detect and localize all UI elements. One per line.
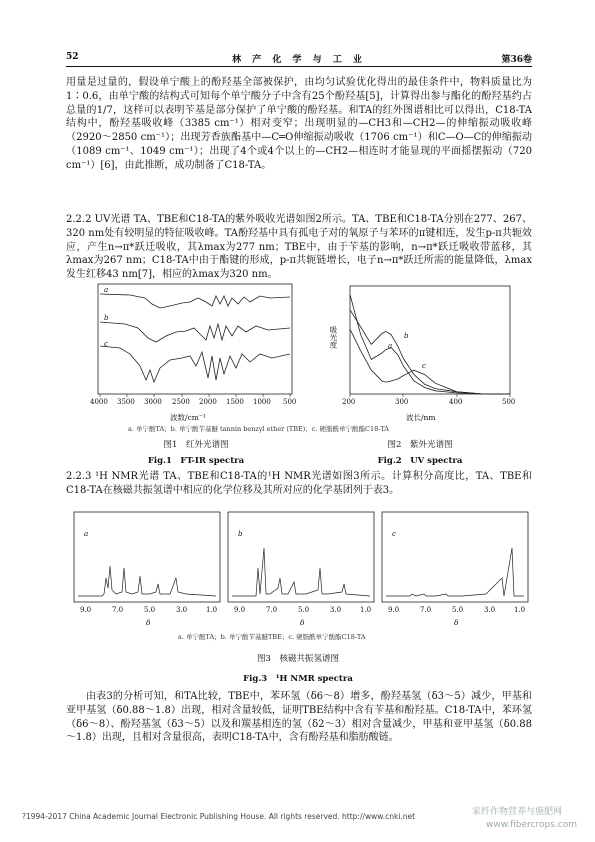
- uv-series-group: [350, 295, 510, 394]
- journal-title: 林 产 化 学 与 工 业: [232, 55, 366, 65]
- ftir-label-b: b: [104, 314, 109, 322]
- ftir-curve-b: [100, 322, 290, 342]
- figure-ftir: [90, 282, 295, 412]
- uv-xlabel: 波长/nm: [406, 413, 436, 422]
- ftir-tick: 1500: [226, 398, 244, 406]
- ftir-label-c: c: [104, 340, 108, 348]
- figure1-caption: [96, 438, 296, 466]
- uv-series-line-c: [350, 329, 510, 394]
- uv-label-a: a: [388, 342, 393, 350]
- volume-label: 第36卷: [501, 55, 532, 65]
- figure3-caption: [198, 652, 398, 684]
- ftir-tick: 4000: [90, 398, 108, 406]
- figure-subcaption: a. 单宁酸TA；b. 单宁酸苄基醚 tannin benzyl ether (TBE)；c. 硬脂酰单宁酸酯C18-TA: [128, 425, 389, 433]
- ftir-tick: 2500: [172, 398, 190, 406]
- uv-tick: 300: [395, 398, 409, 406]
- nmr-tick: 9.0: [80, 606, 92, 614]
- uv-label-c: c: [422, 362, 426, 370]
- figure1-caption-cn: 图1 红外光谱图: [163, 440, 229, 450]
- ftir-xticks: [90, 398, 295, 408]
- nmr-tick: 5.0: [144, 606, 156, 614]
- uv-label-b: b: [404, 332, 409, 340]
- nmr-tick: 9.0: [388, 606, 400, 614]
- nmr-xlabel-c: δ: [454, 618, 459, 627]
- ftir-xlabel: 波数/cm⁻¹: [170, 413, 206, 422]
- figure2-caption-en: Fig.2 UV spectra: [377, 456, 463, 466]
- nmr-tick: 9.0: [234, 606, 246, 614]
- nmr-label-c: c: [392, 530, 396, 538]
- nmr-label-a: a: [84, 530, 89, 538]
- nmr-tick: 3.0: [484, 606, 496, 614]
- paragraph-ir-analysis: [66, 76, 532, 173]
- nmr-spectrum-c: [386, 548, 524, 596]
- uv-tick: 400: [449, 398, 463, 406]
- figure2-caption-cn: 图2 紫外光谱图: [387, 440, 453, 450]
- ftir-plot: [90, 282, 295, 412]
- figure1-caption-en: Fig.1 FT-IR spectra: [147, 456, 245, 466]
- ftir-tick: 3500: [117, 398, 135, 406]
- nmr-xlabel-b: δ: [300, 618, 305, 627]
- nmr-tick: 5.0: [298, 606, 310, 614]
- watermark-url: www.fibercrops.com: [486, 820, 577, 830]
- ftir-curve-a: [100, 294, 290, 308]
- page-number: 52: [66, 52, 79, 62]
- nmr-tick: 5.0: [452, 606, 464, 614]
- uv-plot: [326, 282, 516, 412]
- ftir-tick: 1000: [253, 398, 271, 406]
- nmr-plot: [66, 508, 532, 618]
- nmr-tick: 1.0: [514, 606, 526, 614]
- nmr-tick: 3.0: [330, 606, 342, 614]
- nmr-tick: 7.0: [420, 606, 432, 614]
- ftir-label-a: a: [104, 286, 109, 294]
- copyright-footer: ?1994-2017 China Academic Journal Electronic Publishing House. All rights reserved. http://www.cnki.net: [22, 812, 416, 821]
- nmr-spectrum-b: [232, 548, 370, 596]
- ftir-tick: 2000: [199, 398, 217, 406]
- uv-ylabel: 吸光度: [329, 326, 338, 349]
- nmr-tick: 1.0: [360, 606, 372, 614]
- ftir-tick: 3000: [144, 398, 162, 406]
- nmr-tick: 1.0: [206, 606, 218, 614]
- nmr-tick: 3.0: [176, 606, 188, 614]
- figure-nmr: [66, 508, 532, 628]
- figure3-subcaption: a. 单宁酸TA；b. 单宁酸苄基醚TBE；c. 硬脂酰单宁酸酯C18-TA: [178, 633, 366, 641]
- paragraph-text: 2.2.2 UV光谱 TA、TBE和C18-TA的紫外吸收光谱如图2所示。TA、TBE和C18-TA分别在277、267、320 nm处有较明显的特征吸收峰。TA酚羟基中具有孤电子对的氧原子与苯环的π键相连，发生p-π共轭效应，产生n→π*跃迁吸收，其λmax为277 nm；TBE中，由于苄基的影响，n→π*跃迁吸收带蓝移，其λmax为267 nm；C18-TA中由于酯键的形成，p-π共轭链增长，电子n→π*跃迁所需的能量降低，λmax发生红移43 nm[7]，相应的λmax为320 nm。: [66, 214, 532, 281]
- figure3-caption-cn: 图3 核磁共振氢谱图: [257, 654, 339, 664]
- paragraph-nmr-analysis: [66, 690, 532, 745]
- figure2-caption: [320, 438, 520, 466]
- uv-tick: 200: [342, 398, 356, 406]
- nmr-label-b: b: [238, 530, 243, 538]
- uv-series-line-b: [350, 310, 510, 394]
- uv-tick: 500: [502, 398, 516, 406]
- watermark-text: 家纤作物营养与施肥网: [472, 807, 563, 817]
- figure3-caption-en: Fig.3 ¹H NMR spectra: [243, 674, 353, 684]
- paragraph-text: 2.2.3 ¹H NMR光谱 TA、TBE和C18-TA的¹H NMR光谱如图3所示。计算积分高度比，TA、TBE和C18-TA在核磁共振氢谱中相应的化学位移及其所对应的化学基团列于表3。: [66, 471, 532, 496]
- paragraph-text: 用量是过量的，假设单宁酸上的酚羟基全部被保护，由均匀试验优化得出的最佳条件中，物料质量比为1∶0.6，由单宁酸的结构式可知每个单宁酸分子中含有25个酚羟基[5]，计算得出参与酯化的酚羟基约占总量的1/7，这样可以表明苄基是部分保护了单宁酸的酚羟基。和TA的红外图谱相比可以得出，C18-TA结构中，酚羟基吸收峰（3385 cm⁻¹）相对变窄；出现明显的—CH3和—CH2—的伸缩振动吸收峰（2920～2850 cm⁻¹）；出现芳香族酯基中—C═O伸缩振动吸收（1706 cm⁻¹）和C—O—C的伸缩振动（1089 cm⁻¹、1049 cm⁻¹）；出现了4个或4个以上的—CH2—相连时才能显现的平面摇摆振动（720 cm⁻¹）[6]，由此推断，成功制备了C18-TA。: [66, 77, 532, 171]
- ftir-tick: 500: [283, 398, 297, 406]
- header-rule: [66, 66, 532, 67]
- paragraph-nmr: [66, 470, 532, 498]
- ftir-curve-c: [100, 346, 290, 382]
- paragraph-text: 由表3的分析可知，和TA比较，TBE中，苯环氢（δ6～8）增多，酚羟基氢（δ3～5）减少，甲基和亚甲基氢（δ0.88～1.8）出现，相对含量较低，证明TBE结构中含有苄基和酚羟基。C18-TA中，苯环氢（δ6～8）、酚羟基氢（δ3～5）以及和羰基相连的氢（δ2～3）相对含量减少，甲基和亚甲基氢（δ0.88～1.8）出现，且相对含量很高，表明C18-TA中，含有酚羟基和脂肪酸链。: [66, 691, 532, 744]
- nmr-tick: 7.0: [266, 606, 278, 614]
- nmr-xlabel-a: δ: [146, 618, 151, 627]
- figure-uv: [326, 282, 516, 412]
- running-header: [66, 52, 532, 66]
- nmr-spectrum-a: [78, 566, 216, 596]
- paragraph-uv: [66, 213, 532, 282]
- nmr-tick: 7.0: [112, 606, 124, 614]
